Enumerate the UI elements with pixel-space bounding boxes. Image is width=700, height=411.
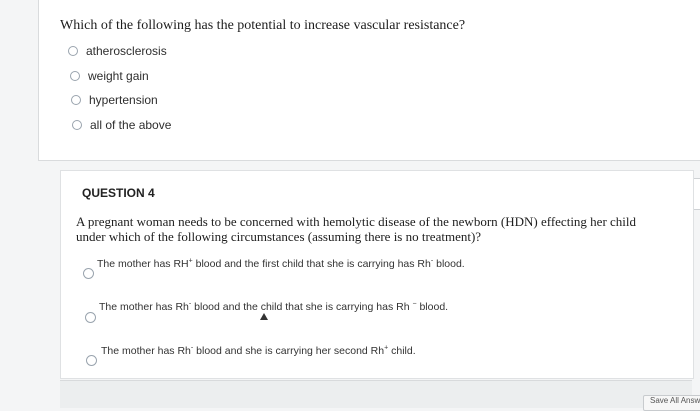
q4-option-2[interactable] bbox=[99, 301, 448, 313]
option-text: The mother has RH bbox=[97, 258, 189, 270]
q4-option-1[interactable] bbox=[97, 258, 465, 270]
radio-button-option-1[interactable] bbox=[83, 268, 94, 279]
option-hypertension[interactable] bbox=[71, 93, 158, 107]
option-text: blood and she is carrying her second Rh bbox=[193, 345, 385, 357]
question-4-text: A pregnant woman needs to be concerned with hemolytic disease of the newborn (HDN) effecting her child under which of the following circumstances (assuming there is no treatment)? bbox=[76, 214, 637, 244]
option-label: weight gain bbox=[88, 69, 149, 83]
option-text: child. bbox=[388, 345, 416, 357]
option-all-of-the-above[interactable] bbox=[72, 118, 171, 132]
radio-button[interactable] bbox=[71, 95, 81, 105]
option-weight-gain[interactable] bbox=[70, 69, 149, 83]
option-text: blood. bbox=[416, 301, 449, 313]
option-label: atherosclerosis bbox=[86, 44, 167, 58]
option-label: hypertension bbox=[89, 93, 158, 107]
question-4-header: QUESTION 4 bbox=[82, 186, 155, 200]
footer-bar bbox=[60, 380, 692, 408]
superscript: - bbox=[190, 344, 194, 352]
option-text: The mother has Rh bbox=[99, 301, 189, 313]
option-text: blood and the first child that she is carrying has Rh bbox=[192, 258, 431, 270]
superscript: - bbox=[188, 300, 192, 308]
radio-button[interactable] bbox=[72, 120, 82, 130]
question-3-text: Which of the following has the potential to increase vascular resistance? bbox=[60, 18, 466, 33]
option-text: The mother has Rh bbox=[101, 345, 191, 357]
option-label: all of the above bbox=[90, 118, 172, 132]
q4-option-3[interactable] bbox=[101, 345, 416, 357]
superscript: + bbox=[384, 344, 389, 352]
option-text: blood. bbox=[433, 258, 465, 270]
save-all-answers-button[interactable]: Save All Answ bbox=[643, 395, 700, 411]
superscript: − bbox=[412, 300, 417, 308]
superscript: - bbox=[430, 257, 434, 265]
radio-button-option-2[interactable] bbox=[85, 312, 96, 323]
radio-button[interactable] bbox=[70, 71, 80, 81]
superscript: + bbox=[188, 257, 193, 265]
radio-button[interactable] bbox=[68, 46, 78, 56]
mouse-cursor-icon bbox=[260, 313, 268, 320]
option-text: blood and the child that she is carrying has Rh bbox=[191, 301, 413, 313]
radio-button-option-3[interactable] bbox=[86, 355, 97, 366]
option-atherosclerosis[interactable] bbox=[68, 44, 167, 58]
